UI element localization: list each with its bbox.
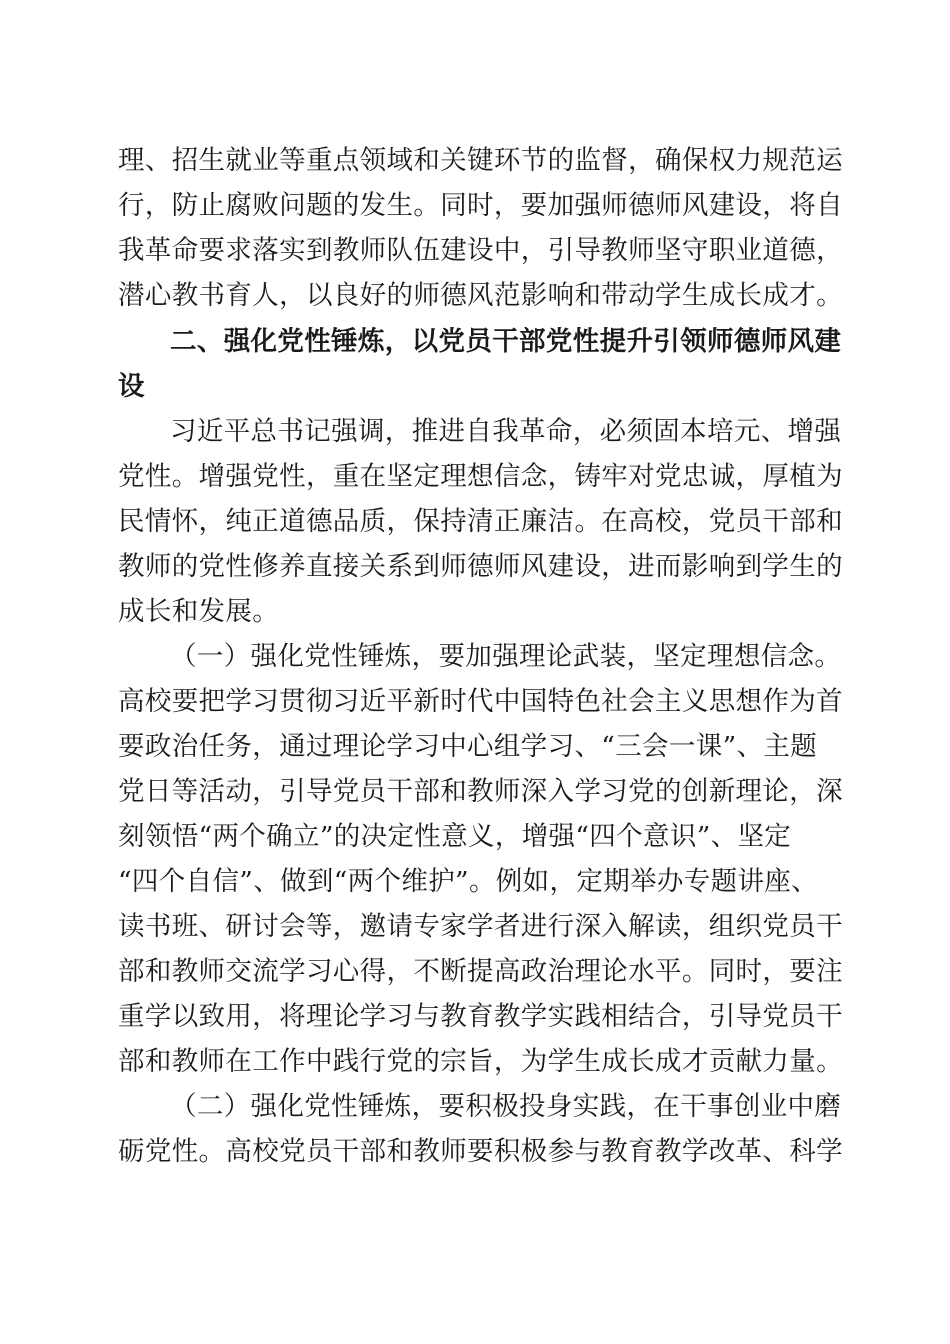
body-line: 我革命要求落实到教师队伍建设中，引导教师坚守职业道德，: [118, 235, 843, 266]
body-line: 要政治任务，通过理论学习中心组学习、“三会一课”、主题: [118, 731, 818, 762]
section-heading: 二、强化党性锤炼，以党员干部党性提升引领师德师风建: [170, 326, 842, 357]
body-line: 高校要把学习贯彻习近平新时代中国特色社会主义思想作为首: [118, 686, 843, 717]
body-line: 教师的党性修养直接关系到师德师风建设，进而影响到学生的: [118, 551, 843, 582]
body-line: “四个自信”、做到“两个维护”。例如，定期举办专题讲座、: [118, 866, 818, 897]
body-line: 民情怀，纯正道德品质，保持清正廉洁。在高校，党员干部和: [118, 506, 843, 537]
body-line: 潜心教书育人，以良好的师德风范影响和带动学生成长成才。: [118, 280, 843, 311]
body-line: 重学以致用，将理论学习与教育教学实践相结合，引导党员干: [118, 1001, 843, 1032]
body-line: 砺党性。高校党员干部和教师要积极参与教育教学改革、科学: [118, 1136, 843, 1167]
body-line: 行，防止腐败问题的发生。同时，要加强师德师风建设，将自: [118, 190, 843, 221]
body-line: 部和教师在工作中践行党的宗旨，为学生成长成才贡献力量。: [118, 1046, 843, 1077]
section-heading-continued: 设: [118, 371, 145, 402]
body-line: 理、招生就业等重点领域和关键环节的监督，确保权力规范运: [118, 145, 843, 176]
subsection-heading: （二）强化党性锤炼，要积极投身实践，在干事创业中磨: [170, 1091, 842, 1122]
body-line: 刻领悟“两个确立”的决定性意义，增强“四个意识”、坚定: [118, 821, 792, 852]
body-line: 部和教师交流学习心得，不断提高政治理论水平。同时，要注: [118, 956, 843, 987]
subsection-heading: （一）强化党性锤炼，要加强理论武装，坚定理想信念。: [170, 641, 842, 672]
body-line: 党日等活动，引导党员干部和教师深入学习党的创新理论，深: [118, 776, 843, 807]
body-line: 党性。增强党性，重在坚定理想信念，铸牢对党忠诚，厚植为: [118, 461, 843, 492]
body-line: 读书班、研讨会等，邀请专家学者进行深入解读，组织党员干: [118, 911, 843, 942]
body-line: 成长和发展。: [118, 596, 280, 627]
body-line: 习近平总书记强调，推进自我革命，必须固本培元、增强: [170, 416, 842, 447]
